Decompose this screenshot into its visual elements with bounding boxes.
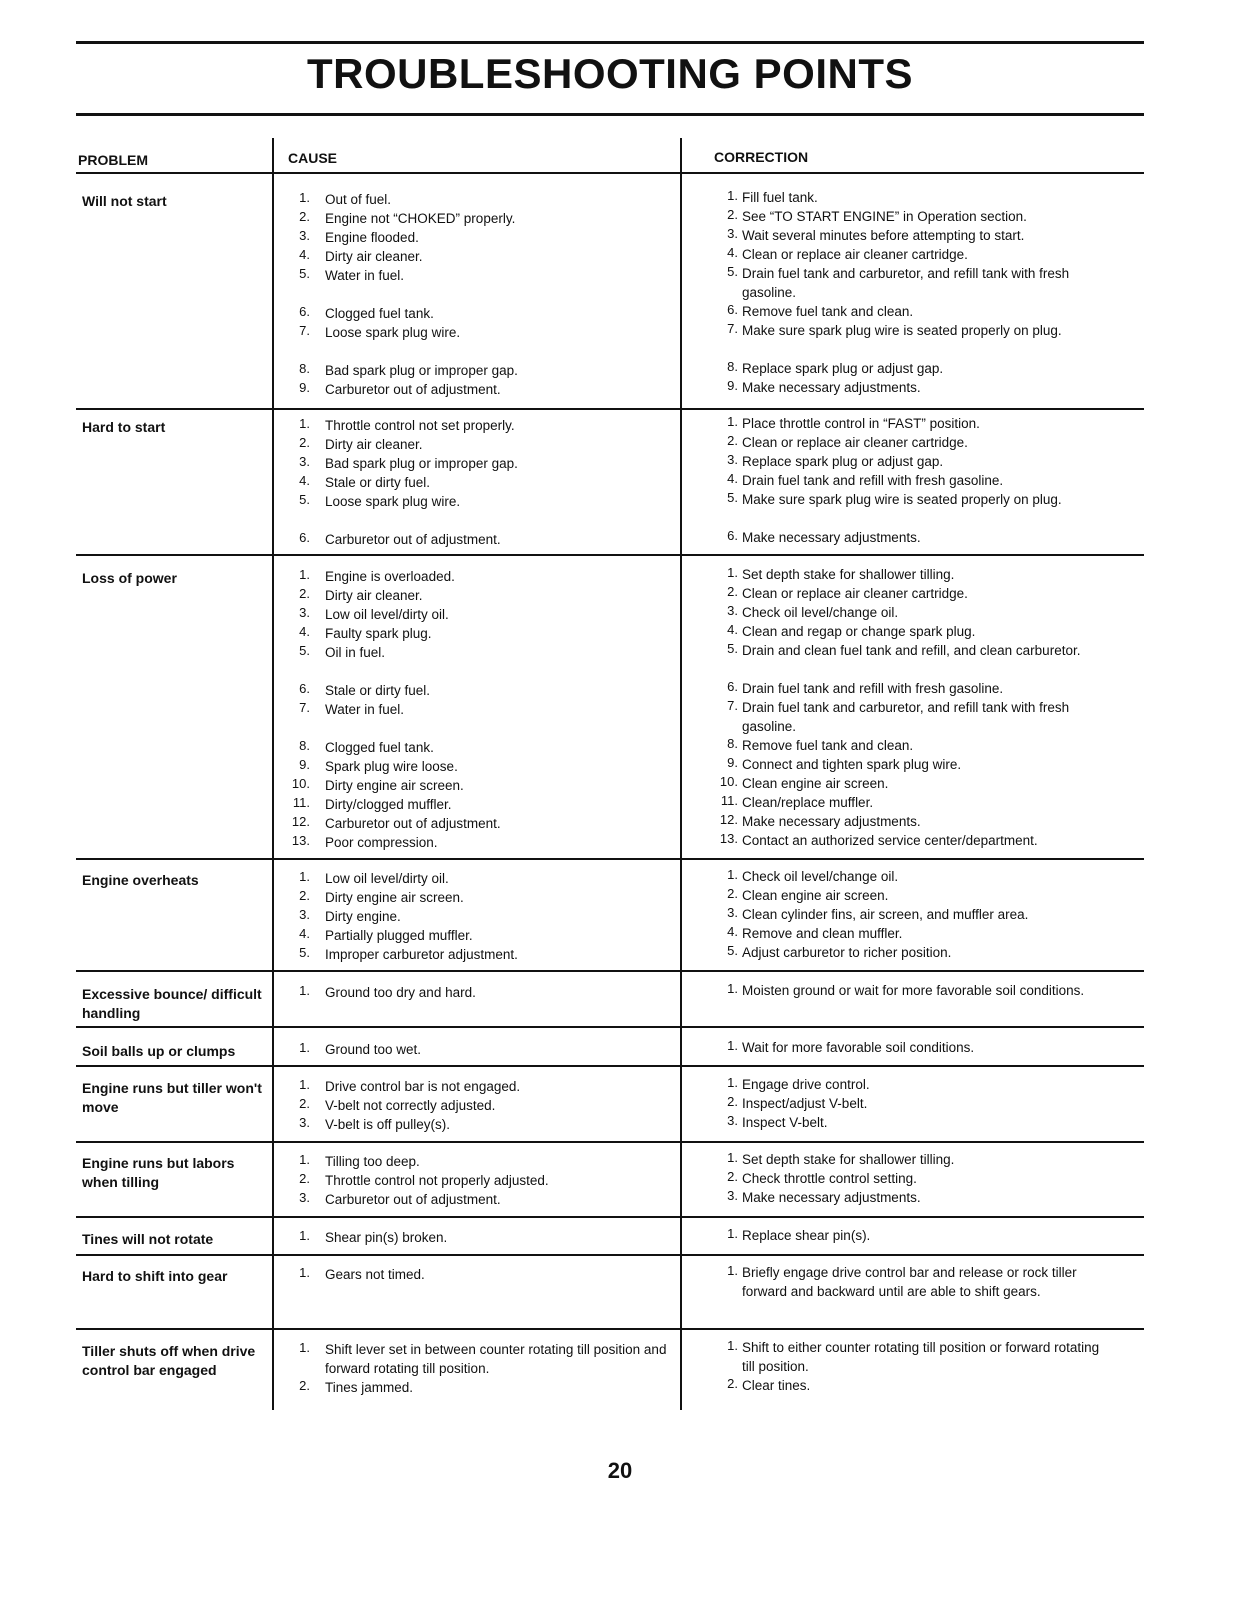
- correction-text: Make sure spark plug wire is seated properly on plug.: [742, 492, 1062, 507]
- cause-number: 7.: [299, 323, 310, 338]
- cause-number: 11.: [292, 795, 310, 810]
- cause-number: 1.: [299, 567, 310, 582]
- correction-text: Clean or replace air cleaner cartridge.: [742, 586, 968, 601]
- correction-number: 7.: [727, 698, 738, 713]
- cause-text: Water in fuel.: [325, 268, 405, 283]
- cause-number: 2.: [299, 888, 310, 903]
- cause-number: 1.: [299, 416, 310, 431]
- correction-number: 2.: [727, 433, 738, 448]
- cause-number: 1.: [299, 983, 310, 998]
- correction-number: 8.: [727, 359, 738, 374]
- correction-number: 4.: [727, 924, 738, 939]
- cause-number: 12.: [291, 814, 310, 829]
- cause-number: 7.: [299, 700, 310, 715]
- correction-number: 5.: [727, 490, 738, 505]
- row-separator: [76, 1216, 1144, 1218]
- cause-text: Throttle control not properly adjusted.: [325, 1173, 549, 1188]
- correction-number: 3.: [727, 1113, 738, 1128]
- row-separator: [76, 1254, 1144, 1256]
- correction-text: Make sure spark plug wire is seated properly on plug.: [742, 323, 1062, 338]
- correction-text: See “TO START ENGINE” in Operation section.: [742, 209, 1027, 224]
- correction-number: 6.: [727, 679, 738, 694]
- cause-text: Tines jammed.: [325, 1380, 414, 1395]
- correction-number: 9.: [727, 378, 738, 393]
- correction-text: Clean/replace muffler.: [742, 795, 874, 810]
- row-separator: [76, 408, 1144, 410]
- correction-text: Clean and regap or change spark plug.: [742, 624, 976, 639]
- cause-number: 3.: [299, 228, 310, 243]
- column-divider-cause: [272, 138, 274, 1410]
- problem-label: Will not start: [82, 193, 167, 209]
- header-problem: PROBLEM: [78, 152, 148, 168]
- correction-text: Set depth stake for shallower tilling.: [742, 1152, 955, 1167]
- correction-number: 2.: [727, 584, 738, 599]
- cause-number: 1.: [299, 869, 310, 884]
- problem-label: Engine runs but tiller won't move: [82, 1080, 262, 1115]
- correction-number: 1.: [727, 565, 738, 580]
- row-separator: [76, 172, 1144, 174]
- correction-text: Check oil level/change oil.: [742, 869, 899, 884]
- cause-text: Bad spark plug or improper gap.: [325, 456, 518, 471]
- cause-text: Loose spark plug wire.: [325, 494, 461, 509]
- cause-text: Clogged fuel tank.: [325, 740, 434, 755]
- cause-number: 2.: [299, 1378, 310, 1393]
- correction-number: 4.: [727, 471, 738, 486]
- row-separator: [76, 1065, 1144, 1067]
- correction-number: 7.: [727, 321, 738, 336]
- cause-text: Dirty/clogged muffler.: [325, 797, 452, 812]
- cause-number: 9.: [299, 757, 310, 772]
- column-divider-correction: [680, 138, 682, 1410]
- cause-text: Stale or dirty fuel.: [325, 475, 431, 490]
- cause-number: 6.: [299, 304, 310, 319]
- problem-label: Tines will not rotate: [82, 1231, 214, 1247]
- correction-number: 1.: [727, 1075, 738, 1090]
- correction-number: 5.: [727, 943, 738, 958]
- cause-text: Engine is overloaded.: [325, 569, 455, 584]
- row-separator: [76, 554, 1144, 556]
- correction-text: Remove fuel tank and clean.: [742, 738, 914, 753]
- cause-number: 4.: [299, 473, 310, 488]
- row-separator: [76, 1141, 1144, 1143]
- problem-label: Tiller shuts off when drive control bar engaged: [82, 1343, 256, 1378]
- correction-text: Drain fuel tank and carburetor, and refill tank with fresh gasoline.: [742, 266, 1070, 300]
- cause-number: 3.: [299, 1115, 310, 1130]
- correction-number: 9.: [727, 755, 738, 770]
- problem-label: Engine runs but labors when tilling: [82, 1155, 235, 1190]
- header-cause: CAUSE: [288, 150, 338, 166]
- cause-text: Faulty spark plug.: [325, 626, 432, 641]
- cause-number: 4.: [299, 624, 310, 639]
- correction-number: 11.: [720, 793, 738, 808]
- cause-number: 5.: [299, 945, 310, 960]
- problem-label: Hard to start: [82, 419, 166, 435]
- correction-number: 3.: [727, 452, 738, 467]
- correction-text: Clean or replace air cleaner cartridge.: [742, 247, 968, 262]
- cause-number: 2.: [299, 209, 310, 224]
- problem-label: Hard to shift into gear: [82, 1268, 228, 1284]
- cause-text: Drive control bar is not engaged.: [325, 1079, 521, 1094]
- cause-text: Stale or dirty fuel.: [325, 683, 431, 698]
- cause-text: Carburetor out of adjustment.: [325, 532, 501, 547]
- cause-text: Loose spark plug wire.: [325, 325, 461, 340]
- correction-number: 1.: [727, 1150, 738, 1165]
- correction-number: 3.: [727, 905, 738, 920]
- correction-number: 2.: [727, 207, 738, 222]
- cause-number: 6.: [299, 681, 310, 696]
- cause-text: Shift lever set in between counter rotating till position and forward rotating till position.: [325, 1342, 667, 1376]
- cause-text: Ground too dry and hard.: [325, 985, 476, 1000]
- cause-number: 1.: [299, 1152, 310, 1167]
- correction-text: Place throttle control in “FAST” position.: [742, 416, 980, 431]
- correction-text: Drain and clean fuel tank and refill, and clean carburetor.: [742, 643, 1081, 658]
- correction-text: Make necessary adjustments.: [742, 530, 921, 545]
- correction-number: 10.: [719, 774, 738, 789]
- correction-number: 1.: [727, 414, 738, 429]
- correction-text: Check oil level/change oil.: [742, 605, 899, 620]
- correction-number: 6.: [727, 528, 738, 543]
- correction-text: Adjust carburetor to richer position.: [742, 945, 952, 960]
- cause-text: Carburetor out of adjustment.: [325, 382, 501, 397]
- correction-text: Clean engine air screen.: [742, 776, 889, 791]
- cause-text: Oil in fuel.: [325, 645, 386, 660]
- correction-text: Drain fuel tank and carburetor, and refill tank with fresh gasoline.: [742, 700, 1070, 734]
- correction-number: 1.: [727, 1338, 738, 1353]
- correction-text: Clean or replace air cleaner cartridge.: [742, 435, 968, 450]
- correction-number: 2.: [727, 886, 738, 901]
- title-rule: [76, 113, 1144, 116]
- cause-number: 4.: [299, 247, 310, 262]
- cause-number: 1.: [299, 190, 310, 205]
- correction-number: 3.: [727, 226, 738, 241]
- cause-text: Dirty engine air screen.: [325, 890, 464, 905]
- cause-text: Clogged fuel tank.: [325, 306, 434, 321]
- cause-text: Partially plugged muffler.: [325, 928, 473, 943]
- correction-number: 1.: [727, 981, 738, 996]
- cause-text: Shear pin(s) broken.: [325, 1230, 448, 1245]
- cause-text: Gears not timed.: [325, 1267, 425, 1282]
- cause-number: 5.: [299, 492, 310, 507]
- correction-number: 1.: [727, 188, 738, 203]
- row-separator: [76, 1328, 1144, 1330]
- correction-text: Briefly engage drive control bar and release or rock tiller forward and backward until are able to shift gears.: [742, 1265, 1077, 1299]
- cause-text: Improper carburetor adjustment.: [325, 947, 518, 962]
- problem-label: Loss of power: [82, 570, 177, 586]
- cause-text: Dirty air cleaner.: [325, 249, 423, 264]
- row-separator: [76, 970, 1144, 972]
- correction-number: 3.: [727, 603, 738, 618]
- cause-text: Water in fuel.: [325, 702, 405, 717]
- cause-text: Out of fuel.: [325, 192, 392, 207]
- cause-text: Spark plug wire loose.: [325, 759, 458, 774]
- cause-text: Dirty air cleaner.: [325, 588, 423, 603]
- correction-number: 1.: [727, 1226, 738, 1241]
- top-rule: [76, 41, 1144, 44]
- correction-text: Clean cylinder fins, air screen, and muffler area.: [742, 907, 1029, 922]
- page-title: TROUBLESHOOTING POINTS: [306, 50, 913, 97]
- cause-text: Dirty engine.: [325, 909, 401, 924]
- correction-number: 1.: [727, 1263, 738, 1278]
- cause-number: 2.: [299, 1171, 310, 1186]
- cause-text: Throttle control not set properly.: [325, 418, 515, 433]
- correction-text: Wait for more favorable soil conditions.: [742, 1040, 975, 1055]
- correction-text: Remove and clean muffler.: [742, 926, 903, 941]
- correction-text: Make necessary adjustments.: [742, 814, 921, 829]
- cause-text: Carburetor out of adjustment.: [325, 816, 501, 831]
- correction-text: Inspect V-belt.: [742, 1115, 828, 1130]
- correction-text: Replace shear pin(s).: [742, 1228, 871, 1243]
- correction-text: Connect and tighten spark plug wire.: [742, 757, 962, 772]
- correction-text: Make necessary adjustments.: [742, 380, 921, 395]
- correction-number: 2.: [727, 1376, 738, 1391]
- correction-text: Clean engine air screen.: [742, 888, 889, 903]
- cause-number: 5.: [299, 266, 310, 281]
- correction-text: Shift to either counter rotating till position or forward rotating till position.: [742, 1340, 1100, 1374]
- correction-text: Moisten ground or wait for more favorable soil conditions.: [742, 983, 1085, 998]
- cause-number: 2.: [299, 586, 310, 601]
- cause-number: 10.: [291, 776, 310, 791]
- correction-number: 2.: [727, 1169, 738, 1184]
- correction-number: 12.: [719, 812, 738, 827]
- cause-number: 8.: [299, 738, 310, 753]
- correction-text: Make necessary adjustments.: [742, 1190, 921, 1205]
- cause-number: 2.: [299, 435, 310, 450]
- correction-text: Contact an authorized service center/department.: [742, 833, 1038, 848]
- cause-number: 5.: [299, 643, 310, 658]
- correction-number: 5.: [727, 641, 738, 656]
- page-number: 20: [607, 1458, 633, 1483]
- cause-number: 3.: [299, 605, 310, 620]
- cause-number: 1.: [299, 1265, 310, 1280]
- cause-number: 3.: [299, 1190, 310, 1205]
- header-correction: CORRECTION: [714, 149, 809, 165]
- cause-text: Poor compression.: [325, 835, 438, 850]
- cause-text: Ground too wet.: [325, 1042, 422, 1057]
- cause-number: 4.: [299, 926, 310, 941]
- correction-number: 5.: [727, 264, 738, 279]
- correction-text: Inspect/adjust V-belt.: [742, 1096, 868, 1111]
- cause-number: 1.: [299, 1340, 310, 1355]
- row-separator: [76, 858, 1144, 860]
- cause-text: Dirty air cleaner.: [325, 437, 423, 452]
- cause-text: Carburetor out of adjustment.: [325, 1192, 501, 1207]
- problem-label: Engine overheats: [82, 872, 199, 888]
- correction-text: Fill fuel tank.: [742, 190, 818, 205]
- correction-text: Check throttle control setting.: [742, 1171, 917, 1186]
- cause-text: Bad spark plug or improper gap.: [325, 363, 518, 378]
- cause-text: Dirty engine air screen.: [325, 778, 464, 793]
- problem-label: Soil balls up or clumps: [82, 1043, 236, 1059]
- correction-number: 3.: [727, 1188, 738, 1203]
- cause-number: 9.: [299, 380, 310, 395]
- cause-number: 1.: [299, 1228, 310, 1243]
- cause-number: 3.: [299, 454, 310, 469]
- row-separator: [76, 1026, 1144, 1028]
- correction-number: 4.: [727, 622, 738, 637]
- correction-text: Replace spark plug or adjust gap.: [742, 361, 944, 376]
- cause-number: 6.: [299, 530, 310, 545]
- cause-text: Engine flooded.: [325, 230, 419, 245]
- correction-number: 1.: [727, 867, 738, 882]
- correction-text: Engage drive control.: [742, 1077, 870, 1092]
- correction-text: Drain fuel tank and refill with fresh gasoline.: [742, 681, 1004, 696]
- correction-text: Remove fuel tank and clean.: [742, 304, 914, 319]
- cause-text: V-belt not correctly adjusted.: [325, 1098, 496, 1113]
- correction-text: Set depth stake for shallower tilling.: [742, 567, 955, 582]
- cause-text: Tilling too deep.: [325, 1154, 420, 1169]
- correction-number: 8.: [727, 736, 738, 751]
- problem-label: Excessive bounce/ difficult handling: [82, 986, 262, 1021]
- correction-number: 1.: [727, 1038, 738, 1053]
- cause-number: 1.: [299, 1040, 310, 1055]
- correction-text: Clear tines.: [742, 1378, 811, 1393]
- cause-number: 3.: [299, 907, 310, 922]
- correction-text: Drain fuel tank and refill with fresh gasoline.: [742, 473, 1004, 488]
- cause-number: 8.: [299, 361, 310, 376]
- correction-number: 4.: [727, 245, 738, 260]
- correction-text: Replace spark plug or adjust gap.: [742, 454, 944, 469]
- correction-text: Wait several minutes before attempting to start.: [742, 228, 1025, 243]
- cause-number: 13.: [291, 833, 310, 848]
- cause-text: V-belt is off pulley(s).: [325, 1117, 451, 1132]
- correction-number: 6.: [727, 302, 738, 317]
- cause-number: 1.: [299, 1077, 310, 1092]
- cause-text: Engine not “CHOKED” properly.: [325, 211, 516, 226]
- cause-number: 2.: [299, 1096, 310, 1111]
- cause-text: Low oil level/dirty oil.: [325, 871, 449, 886]
- cause-text: Low oil level/dirty oil.: [325, 607, 449, 622]
- correction-number: 2.: [727, 1094, 738, 1109]
- correction-number: 13.: [719, 831, 738, 846]
